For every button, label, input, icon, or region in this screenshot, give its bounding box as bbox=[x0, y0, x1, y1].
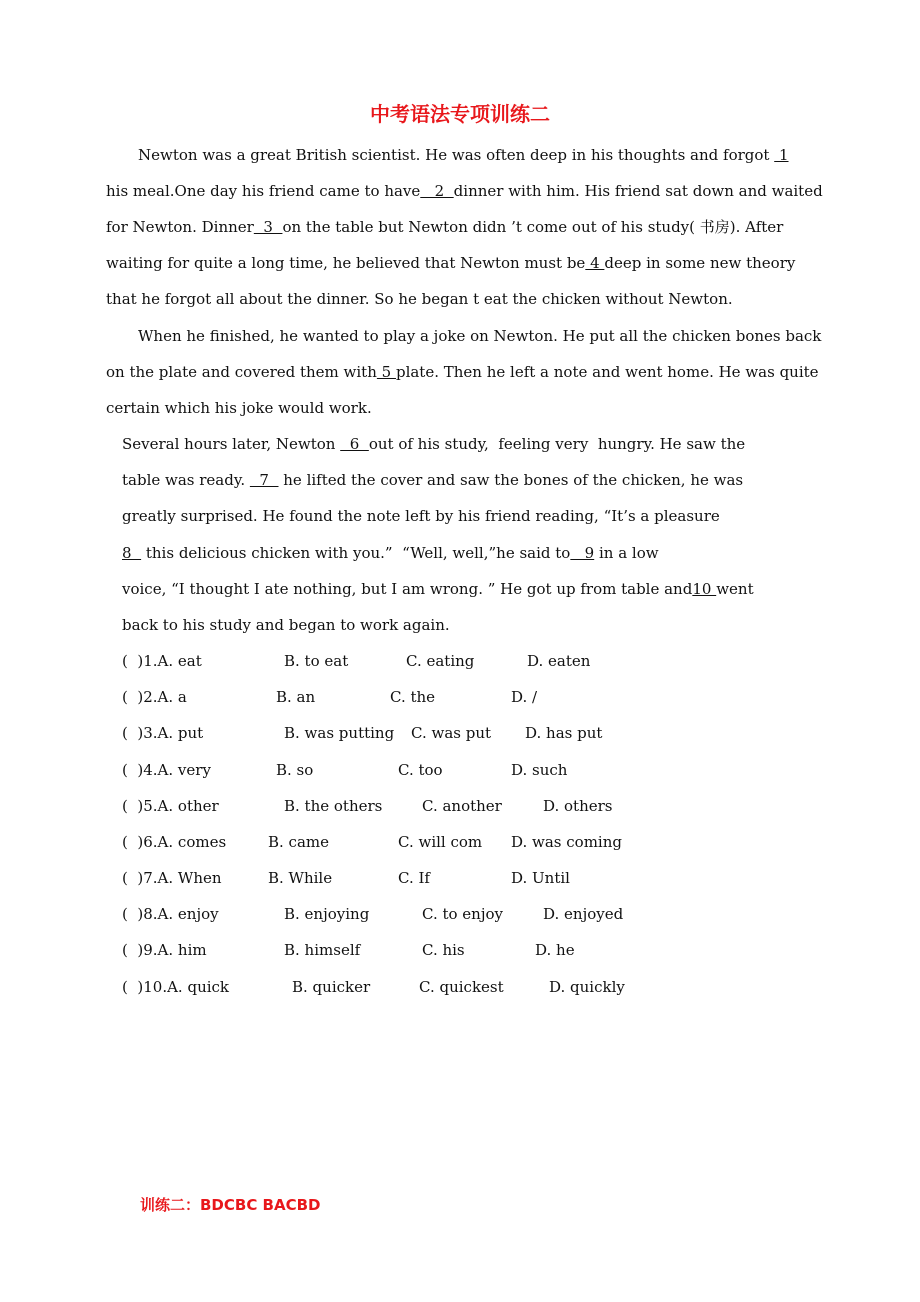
blank-3: 3 bbox=[253, 218, 283, 236]
option-d: D. was coming bbox=[511, 833, 622, 851]
blank-1: 1 bbox=[774, 146, 789, 164]
option-d: D. others bbox=[543, 797, 613, 815]
option-c: C. eating bbox=[406, 652, 475, 670]
question-stem: ( )2.A. a bbox=[122, 688, 187, 706]
passage-line: Several hours later, Newton 6 out of his study, feeling very hungry. He saw the bbox=[122, 435, 746, 453]
blank-7: 7 bbox=[249, 471, 279, 489]
option-c: C. quickest bbox=[419, 978, 504, 996]
question-stem: ( )7.A. When bbox=[122, 869, 222, 887]
blank-2: 2 bbox=[420, 182, 454, 200]
question-stem: ( )1.A. eat bbox=[122, 652, 202, 670]
blank-4: 4 bbox=[585, 254, 605, 272]
option-b: B. was putting bbox=[284, 724, 395, 742]
passage-line: that he forgot all about the dinner. So he began t eat the chicken without Newton. bbox=[106, 290, 733, 308]
option-d: D. eaten bbox=[527, 652, 591, 670]
option-c: C. was put bbox=[411, 724, 492, 742]
option-d: D. enjoyed bbox=[543, 905, 624, 923]
passage-line: waiting for quite a long time, he believed that Newton must be 4 deep in some new theory bbox=[106, 254, 796, 272]
page-title: 中考语法专项训练二 bbox=[370, 102, 550, 126]
option-d: D. / bbox=[511, 688, 538, 706]
blank-5: 5 bbox=[376, 363, 396, 381]
passage-line: certain which his joke would work. bbox=[106, 399, 372, 417]
option-c: C. If bbox=[398, 869, 430, 887]
option-d: D. quickly bbox=[549, 978, 625, 996]
question-stem: ( )3.A. put bbox=[122, 724, 204, 742]
option-c: C. will com bbox=[398, 833, 483, 851]
option-c: C. to enjoy bbox=[422, 905, 503, 923]
passage-line: for Newton. Dinner 3 on the table but Newton didn ’t come out of his study( 书房). After bbox=[106, 218, 784, 236]
option-d: D. he bbox=[535, 941, 575, 959]
option-b: B. himself bbox=[284, 941, 361, 959]
passage-line: When he finished, he wanted to play a joke on Newton. He put all the chicken bones back bbox=[138, 327, 822, 345]
blank-8: 8 bbox=[122, 544, 142, 562]
option-c: C. his bbox=[422, 941, 465, 959]
question-stem: ( )9.A. him bbox=[122, 941, 207, 959]
question-stem: ( )4.A. very bbox=[122, 761, 211, 779]
option-d: D. has put bbox=[525, 724, 603, 742]
passage-line: greatly surprised. He found the note left by his friend reading, “It’s a pleasure bbox=[122, 507, 720, 525]
question-stem: ( )6.A. comes bbox=[122, 833, 227, 851]
question-stem: ( )8.A. enjoy bbox=[122, 905, 219, 923]
blank-6: 6 bbox=[340, 435, 369, 453]
option-b: B. quicker bbox=[292, 978, 371, 996]
passage-line: 8 this delicious chicken with you.” “Well, well,”he said to 9 in a low bbox=[122, 544, 659, 562]
option-b: B. to eat bbox=[284, 652, 349, 670]
blank-10: 10 bbox=[692, 580, 717, 598]
option-c: C. too bbox=[398, 761, 443, 779]
option-c: C. another bbox=[422, 797, 502, 815]
answer-key: 训练二：BDCBC BACBD bbox=[140, 1196, 321, 1214]
option-d: D. such bbox=[511, 761, 568, 779]
passage-line: Newton was a great British scientist. He was often deep in his thoughts and forgot 1 bbox=[138, 146, 789, 164]
option-b: B. enjoying bbox=[284, 905, 370, 923]
option-c: C. the bbox=[390, 688, 436, 706]
option-b: B. came bbox=[268, 833, 330, 851]
option-b: B. an bbox=[276, 688, 316, 706]
question-stem: ( )5.A. other bbox=[122, 797, 219, 815]
option-b: B. the others bbox=[284, 797, 383, 815]
blank-9: 9 bbox=[570, 544, 595, 562]
question-stem: ( )10.A. quick bbox=[122, 978, 230, 996]
passage-line: on the plate and covered them with 5 plate. Then he left a note and went home. He was quite bbox=[106, 363, 819, 381]
passage-line: back to his study and began to work again. bbox=[122, 616, 450, 634]
option-b: B. While bbox=[268, 869, 333, 887]
passage-line: table was ready. 7 he lifted the cover and saw the bones of the chicken, he was bbox=[122, 471, 744, 489]
option-d: D. Until bbox=[511, 869, 570, 887]
option-b: B. so bbox=[276, 761, 314, 779]
passage-line: his meal.One day his friend came to have 2 dinner with him. His friend sat down and waited bbox=[106, 182, 823, 200]
passage-line: voice, “I thought I ate nothing, but I am wrong. ” He got up from table and10 went bbox=[122, 580, 754, 598]
